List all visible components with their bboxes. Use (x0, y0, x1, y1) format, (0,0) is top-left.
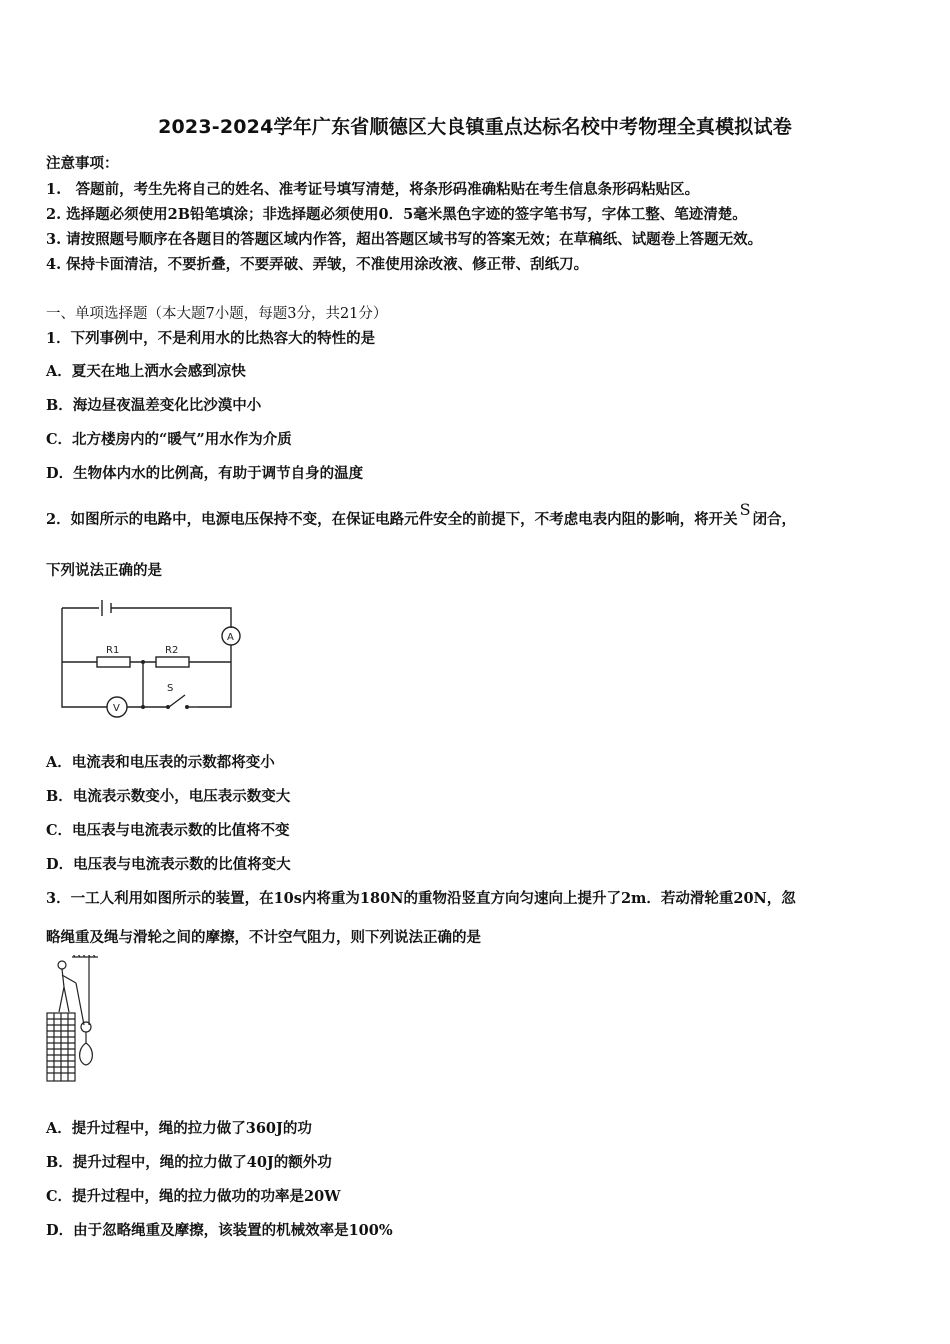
switch-contact-right (185, 705, 189, 709)
notice-heading: 注意事项： (46, 155, 119, 172)
notice-item-4: 4. 保持卡面清洁，不要折叠，不要弄破、弄皱，不准使用涂改液、修正带、刮纸刀。 (46, 256, 589, 273)
worker-body-icon (59, 969, 76, 1012)
circuit-right-wire (198, 645, 231, 707)
page-title: 2023-2024学年广东省顺德区大良镇重点达标名校中考物理全真模拟试卷 (158, 116, 792, 138)
q2-switch-symbol: S (739, 500, 751, 519)
q1-option-d: D．生物体内水的比例高，有助于调节自身的温度 (46, 465, 364, 482)
section-heading: 一、单项选择题（本大题7小题，每题3分，共21分） (46, 306, 388, 322)
switch-lever-icon (169, 695, 185, 707)
q2-circuit-diagram (55, 594, 255, 724)
q2-stem (46, 500, 797, 529)
r2-resistor-icon (156, 657, 189, 667)
q3-option-a: A．提升过程中，绳的拉力做了360J的功 (46, 1120, 312, 1137)
battery-icon (102, 600, 111, 616)
movable-pulley-icon (81, 1022, 91, 1032)
r1-resistor-icon (97, 657, 130, 667)
q2-option-a: A．电流表和电压表的示数都将变小 (46, 754, 275, 771)
switch-contact-left (166, 705, 170, 709)
q3-pulley-diagram (42, 955, 112, 1085)
notice-item-3: 3. 请按照题号顺序在各题目的答题区域内作答，超出答题区域书写的答案无效；在草稿纸、试题卷上答题无效。 (46, 231, 763, 248)
weight-icon (80, 1043, 93, 1065)
r1-label: R1 (106, 645, 120, 656)
q1-option-c: C．北方楼房内的“暖气”用水作为介质 (46, 431, 292, 448)
q1-stem: 1．下列事例中，不是利用水的比热容大的特性的是 (46, 330, 376, 347)
q1-option-a: A．夏天在地上洒水会感到凉快 (46, 363, 246, 380)
q3-option-c: C．提升过程中，绳的拉力做功的功率是20W (46, 1188, 341, 1205)
r2-label: R2 (165, 645, 179, 656)
ceiling-icon (72, 955, 98, 957)
switch-label: S (167, 683, 174, 694)
junction-dot-bottom (141, 705, 145, 709)
rope-icon (76, 957, 89, 1025)
q2-stem-part2: 闭合， (752, 511, 797, 528)
worker-head-icon (58, 961, 66, 969)
platform-hatching (47, 1013, 75, 1081)
q2-option-c: C．电压表与电流表示数的比值将不变 (46, 822, 290, 839)
q3-option-b: B．提升过程中，绳的拉力做了40J的额外功 (46, 1154, 332, 1171)
junction-dot-top (141, 660, 145, 664)
q3-option-d: D．由于忽略绳重及摩擦，该装置的机械效率是100% (46, 1222, 393, 1239)
q2-option-b: B．电流表示数变小，电压表示数变大 (46, 788, 291, 805)
voltmeter-label: V (113, 703, 120, 714)
notice-item-2: 2. 选择题必须使用2B铅笔填涂；非选择题必须使用0．5毫米黑色字迹的签字笔书写，字体工整、笔迹清楚。 (46, 206, 747, 223)
circuit-top-wire-right (111, 608, 231, 628)
q2-stem-line2: 下列说法正确的是 (46, 562, 162, 579)
q3-stem-line2: 略绳重及绳与滑轮之间的摩擦，不计空气阻力，则下列说法正确的是 (46, 929, 481, 946)
q3-stem-line1: 3．一工人利用如图所示的装置，在10s内将重为180N的重物沿竖直方向匀速向上提升了2m．若动滑轮重20N，忽 (46, 890, 796, 907)
notice-item-1: 1. 答题前，考生先将自己的姓名、准考证号填写清楚，将条形码准确粘贴在考生信息条形码粘贴区。 (46, 181, 700, 198)
q1-option-b: B．海边昼夜温差变化比沙漠中小 (46, 397, 262, 414)
q2-option-d: D．电压表与电流表示数的比值将变大 (46, 856, 291, 873)
ammeter-label: A (227, 632, 234, 643)
q2-stem-part1: 2．如图所示的电路中，电源电压保持不变，在保证电路元件安全的前提下，不考虑电表内阻的影响，将开关 (46, 511, 738, 528)
